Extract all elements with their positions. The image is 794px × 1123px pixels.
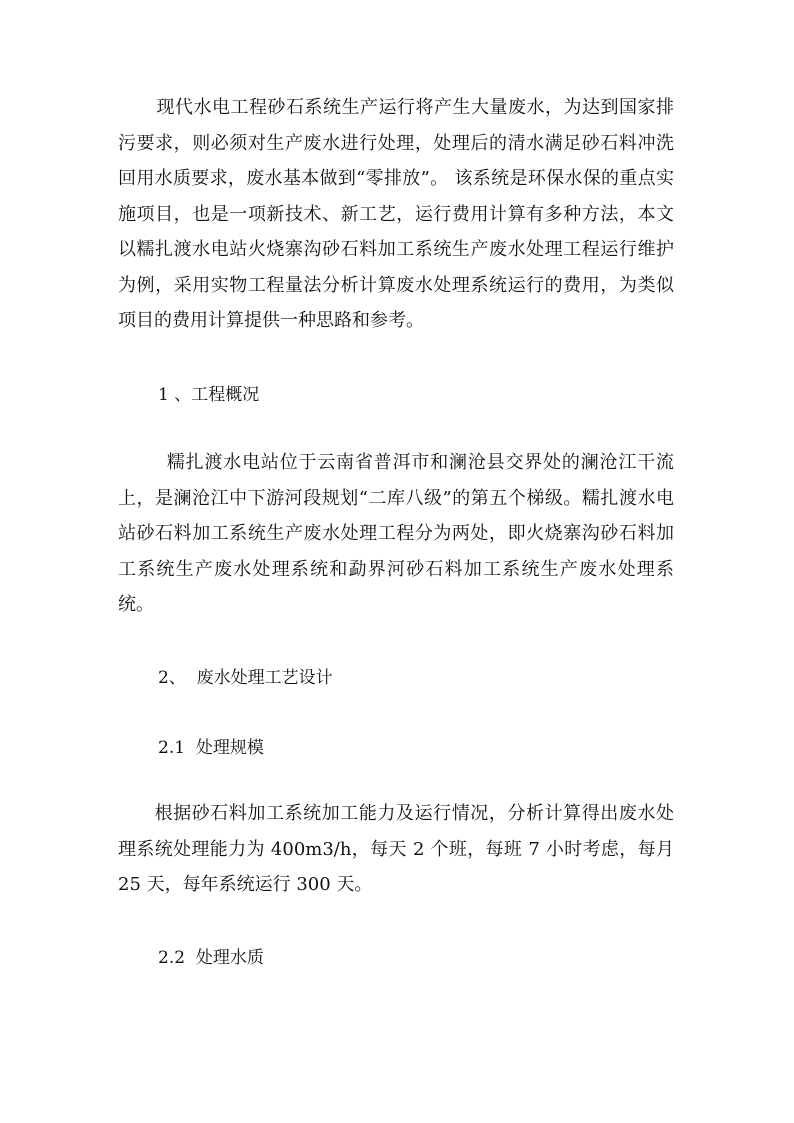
section-heading-process-design: 2、 废水处理工艺设计 xyxy=(158,668,333,688)
intro-paragraph-text: 现代水电工程砂石系统生产运行将产生大量废水，为达到国家排污要求，则必须对生产废水进行处理，处理后的清水满足砂石料冲洗回用水质要求，废水基本做到“零排放”。 该系统是环保水保的重点实施项目，也是一项新技术、新工艺，运行费用计算有多种方法，本文以糯扎渡水电站火烧寨沟砂石料加工系统生产废水处理工程运行维护为例，采用实物工程量法分析计算废水处理系统运行的费用，为类似项目的费用计算提供一种思路和参考。 xyxy=(118,97,674,331)
subsection-heading-water-quality: 2.2 处理水质 xyxy=(158,948,264,968)
section-heading-overview: 1 、工程概况 xyxy=(158,385,260,405)
subsection-heading-scale: 2.1 处理规模 xyxy=(158,738,264,758)
overview-paragraph-text: 糯扎渡水电站位于云南省普洱市和澜沧县交界处的澜沧江干流上，是澜沧江中下游河段规划“二库八级”的第五个梯级。糯扎渡水电站砂石料加工系统生产废水处理工程分为两处，即火烧寨沟砂石料加工系统生产废水处理系统和勐界河砂石料加工系统生产废水处理系统。 xyxy=(118,452,674,615)
scale-paragraph-text: 根据砂石料加工系统加工能力及运行情况，分析计算得出废水处理系统处理能力为 400m3/h，每天 2 个班，每班 7 小时考虑，每月 25 天，每年系统运行 300 天。 xyxy=(118,803,674,895)
intro-paragraph xyxy=(118,90,674,339)
scale-paragraph xyxy=(118,796,674,903)
overview-paragraph xyxy=(118,445,674,623)
